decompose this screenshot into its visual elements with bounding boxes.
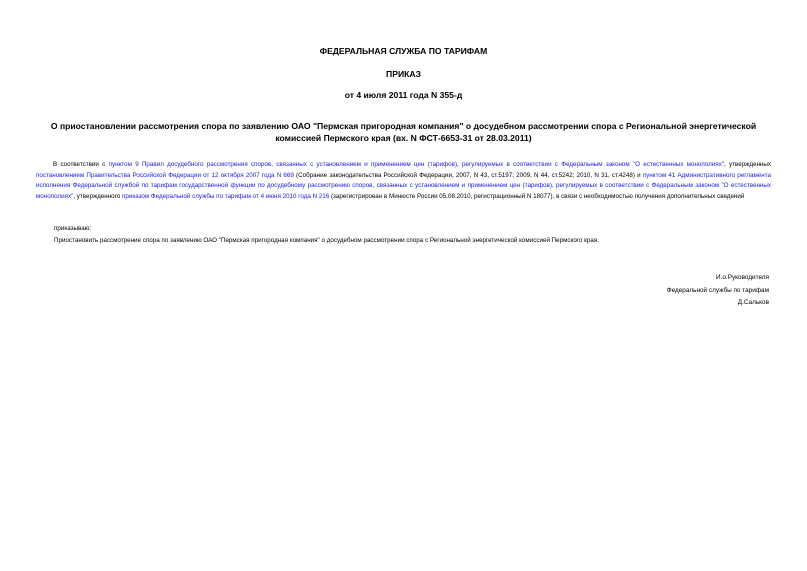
preamble-paragraph <box>36 160 771 202</box>
signature-block <box>549 272 769 310</box>
signature-org: Федеральной службы по тарифам <box>666 286 769 294</box>
doc-type: ПРИКАЗ <box>386 69 421 79</box>
preamble-text-1: В соответствии с <box>53 161 109 168</box>
agency-name: ФЕДЕРАЛЬНАЯ СЛУЖБА ПО ТАРИФАМ <box>319 46 488 56</box>
preamble-text-4: , утвержденного <box>73 192 122 200</box>
signature-name: Д.Сальков <box>737 299 769 306</box>
preamble-text-3: (Собрание законодательства Российской Федерации, 2007, N 43, ст.5197; 2009, N 44, ст.5242; 2010, N 31, ст.4248) и <box>293 171 643 179</box>
doc-date: от 4 июля 2011 года N 355-д <box>344 90 463 100</box>
signature-position: И.о.Руководителя <box>716 274 769 281</box>
doc-title-line-2: комиссией Пермского края (вх. N ФСТ-6653-31 от 28.03.2011) <box>275 133 532 143</box>
order-word: приказываю: <box>54 225 92 232</box>
rules-link[interactable]: пунктом 9 Правил досудебного рассмотрения споров, связанных с установлением и применением цен (тарифов), регулируемых в соответствии с Федеральным законом "О естественных монополиях" <box>108 161 724 168</box>
fst-order-link[interactable]: приказом Федеральной службы по тарифам от 4 июня 2010 года N 216 <box>122 192 330 200</box>
doc-title <box>36 120 771 144</box>
doc-title-line-1: О приостановлении рассмотрения спора по заявлению ОАО "Пермская пригородная компания" о досудебном рассмотрении спора с Региональной энергетической <box>50 121 757 131</box>
regulation-link[interactable]: пунктом 41 Административного регламента исполнения Федеральной службой по тарифам государственной функции по досудебному рассмотрению споров, связанных с установлением и применением цен (тарифов), регулируемых в соответствии с Федеральным законом "О естественных монополиях" <box>36 171 771 200</box>
preamble-text-5: (зарегистрирован в Минюсте России 05.08.2010, регистрационный N 18077), в связи с необходимостью получения дополнительных сведений <box>329 192 745 200</box>
preamble-text-2: , утвержденных <box>723 161 771 168</box>
government-decree-link[interactable]: постановлением Правительства Российской Федерации от 12 октября 2007 года N 669 <box>36 171 294 179</box>
order-text: Приостановить рассмотрение спора по заявлению ОАО "Пермская пригородная компания" о досудебном рассмотрении спора с Региональной энергетической комиссией Пермского края. <box>54 237 599 244</box>
